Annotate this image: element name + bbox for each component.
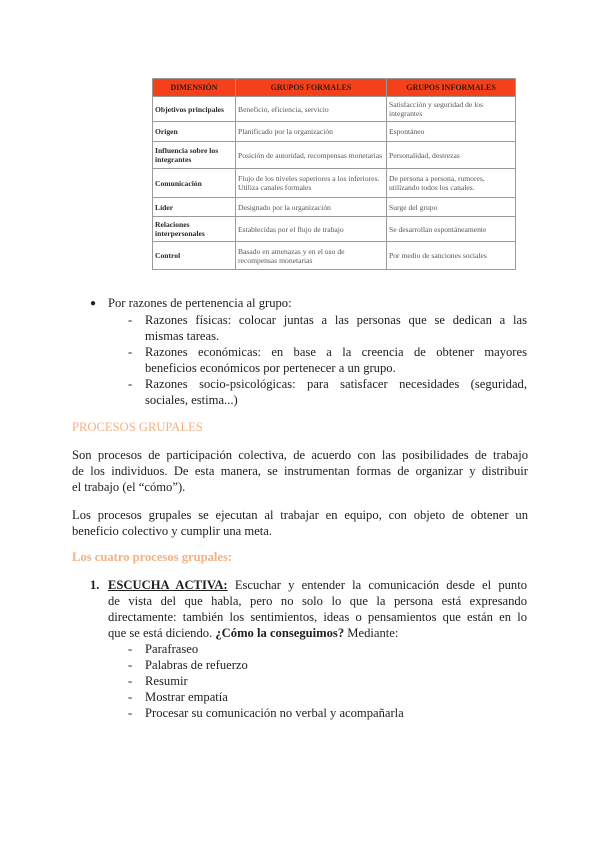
escucha-text: Escuchar y entender la comunicación desde el punto bbox=[234, 578, 528, 592]
dash-icon: - bbox=[128, 642, 133, 656]
table-row bbox=[153, 242, 516, 270]
table-cell: Satisfacción y seguridad de los integrantes bbox=[387, 97, 516, 122]
table-cell: Designado por la organización bbox=[236, 198, 387, 217]
dash-icon: - bbox=[128, 674, 133, 688]
bullet-icon: ● bbox=[90, 298, 97, 309]
list-item: Palabras de refuerzo bbox=[145, 658, 248, 672]
list-item: Razones físicas: colocar juntas a las personas que se dedican a las bbox=[145, 313, 527, 327]
list-item: Mostrar empatía bbox=[145, 690, 228, 704]
paragraph-line: de vista del que habla, pero no solo lo que la persona está expresando bbox=[108, 594, 527, 608]
escucha-line-4 bbox=[108, 625, 398, 641]
header-informal: GRUPOS INFORMALES bbox=[387, 79, 516, 97]
groups-comparison-table bbox=[152, 78, 516, 270]
list-item: Parafraseo bbox=[145, 642, 199, 656]
paragraph-line: Los procesos grupales se ejecutan al trabajar en equipo, con objeto de obtener un bbox=[72, 508, 528, 522]
dash-icon: - bbox=[128, 658, 133, 672]
header-dimension: DIMENSIÓN bbox=[153, 79, 236, 97]
table-cell: De persona a persona, rumores, utilizando todos los canales. bbox=[387, 169, 516, 198]
table-cell: Posición de autoridad, recompensas monetarias bbox=[236, 142, 387, 169]
table-header-row bbox=[153, 79, 516, 97]
table-row bbox=[153, 169, 516, 198]
table-cell: Flujo de los niveles superiores a los inferiores. Utiliza canales formales bbox=[236, 169, 387, 198]
table-cell: Objetivos principales bbox=[153, 97, 236, 122]
table-cell: Surge del grupo bbox=[387, 198, 516, 217]
list-item: mismas tareas. bbox=[145, 329, 220, 343]
dash-icon: - bbox=[128, 345, 133, 359]
paragraph-line: directamente: también los sentimientos, ideas o pensamientos que están en lo bbox=[108, 610, 527, 624]
list-item: beneficios económicos por pertenecer a un grupo. bbox=[145, 361, 396, 375]
escucha-question: ¿Cómo la conseguimos? bbox=[215, 626, 345, 640]
dash-icon: - bbox=[128, 377, 133, 391]
table-cell: Se desarrollan espontáneamente bbox=[387, 217, 516, 242]
table-cell: Influencia sobre los integrantes bbox=[153, 142, 236, 169]
table-cell: Control bbox=[153, 242, 236, 270]
table-cell: Planificado por la organización bbox=[236, 122, 387, 142]
paragraph-line: Son procesos de participación colectiva, de acuerdo con las posibilidades de trabajo bbox=[72, 448, 528, 462]
table-row bbox=[153, 97, 516, 122]
table-cell: Líder bbox=[153, 198, 236, 217]
subsection-heading: Los cuatro procesos grupales: bbox=[72, 550, 233, 564]
dash-icon: - bbox=[128, 313, 133, 327]
list-item: Procesar su comunicación no verbal y acompañarla bbox=[145, 706, 404, 720]
list-item: Razones económicas: en base a la creencia de obtener mayores bbox=[145, 345, 527, 359]
dash-icon: - bbox=[128, 706, 133, 720]
table-cell: Basado en amenazas y en el uso de recompensas monetarias bbox=[236, 242, 387, 270]
list-item: Razones socio-psicológicas: para satisfacer necesidades (seguridad, bbox=[145, 377, 527, 391]
escucha-text: que se está diciendo. bbox=[108, 626, 213, 640]
table-row bbox=[153, 217, 516, 242]
table-cell: Origen bbox=[153, 122, 236, 142]
list-number: 1. bbox=[90, 578, 100, 592]
list-item: sociales, estima...) bbox=[145, 393, 238, 407]
escucha-title: ESCUCHA ACTIVA: bbox=[108, 578, 228, 592]
paragraph-line: beneficio colectivo y cumplir una meta. bbox=[72, 524, 273, 538]
list-item: Resumir bbox=[145, 674, 188, 688]
table-cell: Espontáneo bbox=[387, 122, 516, 142]
escucha-line-1 bbox=[108, 577, 527, 593]
escucha-text: Mediante: bbox=[347, 626, 399, 640]
table-cell: Relaciones interpersonales bbox=[153, 217, 236, 242]
dash-icon: - bbox=[128, 690, 133, 704]
table-cell: Beneficio, eficiencia, servicio bbox=[236, 97, 387, 122]
paragraph-line: el trabajo (el “cómo”). bbox=[72, 480, 186, 494]
section-heading: PROCESOS GRUPALES bbox=[72, 420, 203, 434]
table-row bbox=[153, 122, 516, 142]
table-row bbox=[153, 198, 516, 217]
table-cell: Comunicación bbox=[153, 169, 236, 198]
pertenencia-intro: Por razones de pertenencia al grupo: bbox=[108, 296, 292, 310]
table-cell: Por medio de sanciones sociales bbox=[387, 242, 516, 270]
table-cell: Establecidas por el flujo de trabajo bbox=[236, 217, 387, 242]
header-formal: GRUPOS FORMALES bbox=[236, 79, 387, 97]
paragraph-line: de los individuos. De esta manera, se instrumentan formas de organizar y distribuir bbox=[72, 464, 528, 478]
table-cell: Personalidad, destrezas bbox=[387, 142, 516, 169]
table-row bbox=[153, 142, 516, 169]
